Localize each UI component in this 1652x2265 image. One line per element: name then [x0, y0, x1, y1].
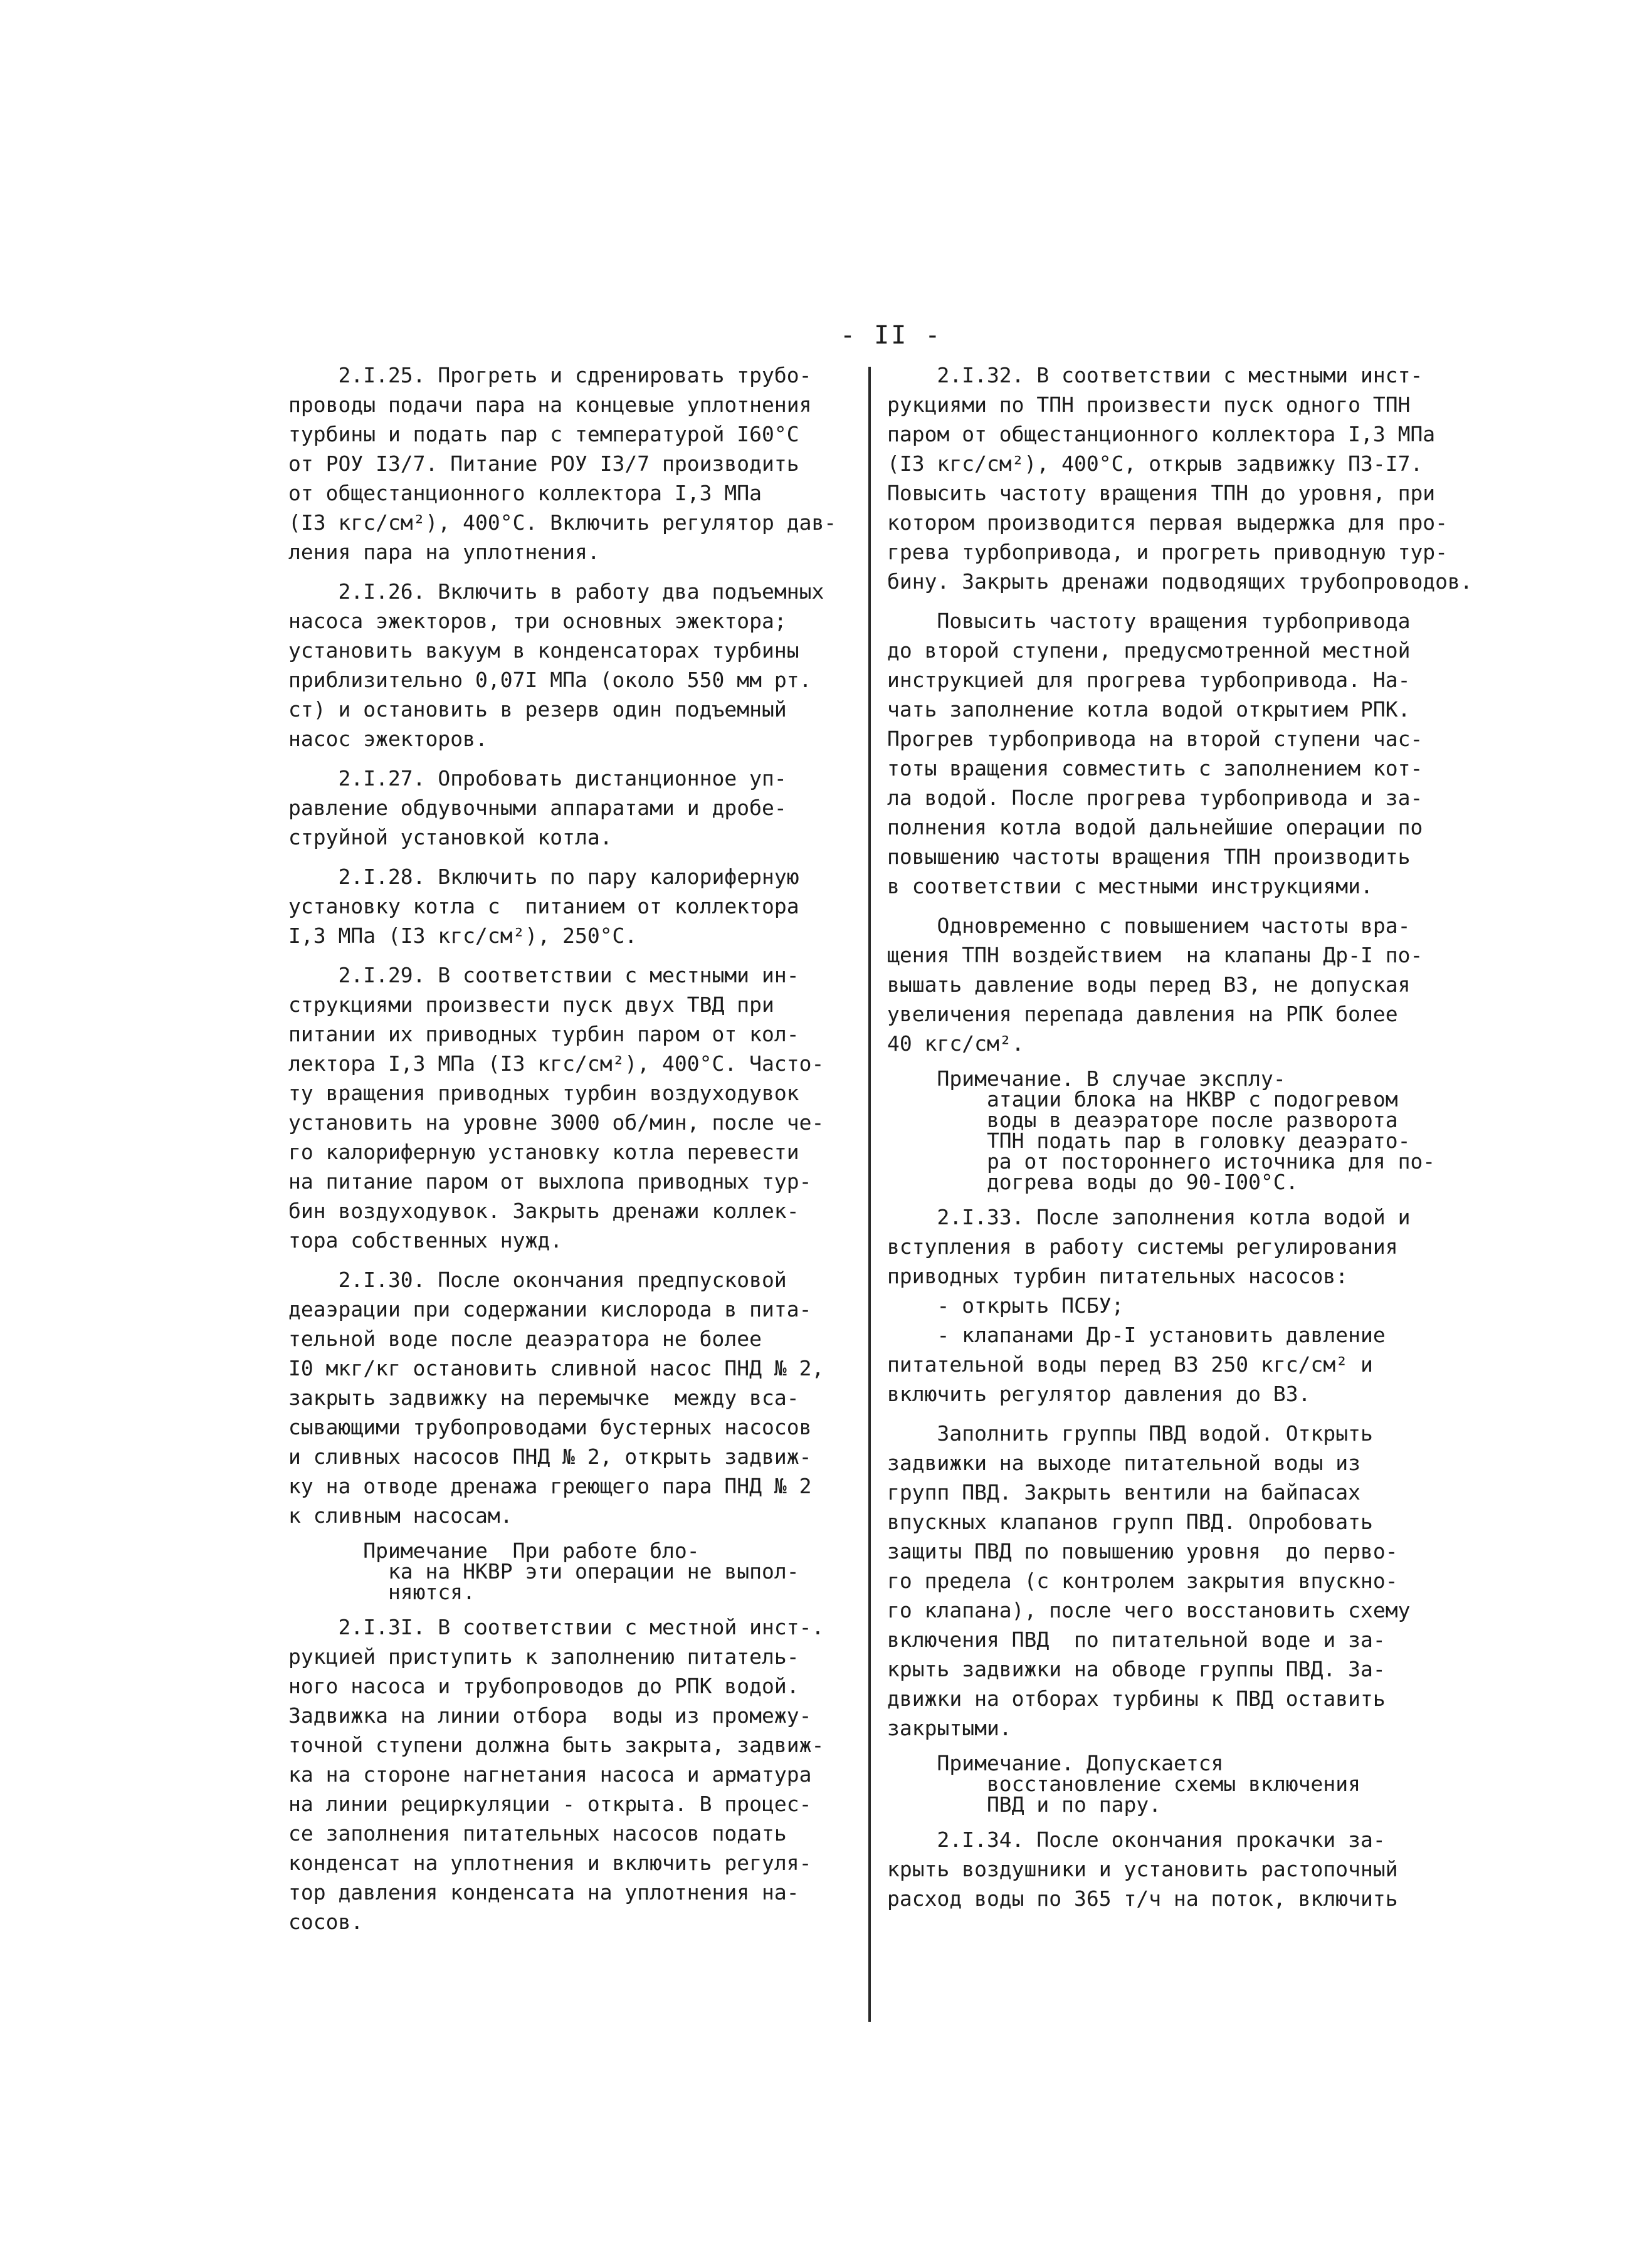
note-line: Примечание При работе бло- — [288, 1538, 700, 1563]
text-line: грева турбопривода, и прогреть приводную тур- — [887, 540, 1448, 564]
text-line: 2.I.32. В соответствии с местными инст- — [887, 363, 1423, 387]
text-line: включить регулятор давления до ВЗ. — [887, 1382, 1311, 1406]
text-line: ту вращения приводных турбин воздуходувок — [288, 1081, 799, 1105]
note-block — [288, 1540, 836, 1602]
note-line: ка на НКВР эти операции не выпол- — [288, 1559, 799, 1584]
text-line: котором производится первая выдержка для про- — [887, 510, 1448, 535]
text-line: ст) и остановить в резерв один подъемный — [288, 697, 787, 722]
text-line: тор давления конденсата на уплотнения на- — [288, 1880, 799, 1905]
text-line: I0 мкг/кг остановить сливной насос ПНД № 2, — [288, 1356, 824, 1380]
text-line: вступления в работу системы регулирования — [887, 1234, 1398, 1259]
text-line: тора собственных нужд. — [288, 1228, 563, 1253]
text-line: точной ступени должна быть закрыта, задвиж- — [288, 1733, 824, 1757]
paragraph — [887, 911, 1473, 1058]
paragraph — [288, 577, 836, 754]
text-line: го клапана), после чего восстановить схему — [887, 1598, 1411, 1622]
text-line: ка на стороне нагнетания насоса и арматура — [288, 1762, 812, 1787]
text-line: в соответствии с местными инструкциями. — [887, 874, 1373, 898]
paragraph — [288, 1612, 836, 1937]
text-line: ла водой. После прогрева турбопривода и за- — [887, 786, 1423, 810]
text-line: задвижки на выходе питательной воды из — [887, 1451, 1360, 1475]
text-line: тельной воде после деаэратора не более — [288, 1327, 762, 1351]
paragraph — [288, 960, 836, 1255]
text-line: рукцией приступить к заполнению питатель- — [288, 1644, 799, 1669]
paragraph — [288, 360, 836, 567]
text-line: струкциями произвести пуск двух ТВД при — [288, 992, 774, 1017]
text-line: сосов. — [288, 1910, 364, 1934]
text-line: го предела (с контролем закрытия впускно- — [887, 1569, 1398, 1593]
text-line: Одновременно с повышением частоты вра- — [887, 913, 1411, 938]
text-line: се заполнения питательных насосов подать — [288, 1821, 787, 1846]
paragraph-gap — [288, 1255, 836, 1265]
text-line: повышению частоты вращения ТПН производить — [887, 844, 1411, 869]
note-line: Примечание. В случае эксплу- — [887, 1066, 1286, 1091]
note-block — [887, 1068, 1473, 1192]
text-line: приблизительно 0,07I МПа (около 550 мм рт. — [288, 668, 812, 692]
text-line: на линии рециркуляции - открыта. В процес- — [288, 1792, 812, 1816]
text-line: защиты ПВД по повышению уровня до перво- — [887, 1539, 1398, 1563]
text-line: 2.I.34. После окончания прокачки за- — [887, 1827, 1386, 1852]
note-line: ТПН подать пар в головку деаэрато- — [887, 1128, 1411, 1153]
text-line: конденсат на уплотнения и включить регуля- — [288, 1851, 812, 1875]
text-line: увеличения перепада давления на РПК более — [887, 1002, 1398, 1026]
text-line: 40 кгс/см². — [887, 1031, 1024, 1056]
text-line: - открыть ПСБУ; — [887, 1293, 1124, 1318]
text-line: крыть задвижки на обводе группы ПВД. За- — [887, 1657, 1386, 1681]
text-line: 2.I.28. Включить по пару калориферную — [288, 864, 799, 889]
text-line: движки на отборах турбины к ПВД оставить — [887, 1686, 1386, 1711]
text-line: от РОУ I3/7. Питание РОУ I3/7 производить — [288, 451, 799, 476]
text-line: Задвижка на линии отбора воды из промежу- — [288, 1703, 812, 1728]
note-line: воды в деаэраторе после разворота — [887, 1108, 1398, 1132]
text-line: тоты вращения совместить с заполнением кот- — [887, 756, 1423, 780]
note-line: атации блока на НКВР с подогревом — [887, 1087, 1398, 1111]
text-line: бину. Закрыть дренажи подводящих трубопроводов. — [887, 569, 1473, 594]
text-line: включения ПВД по питательной воде и за- — [887, 1627, 1386, 1652]
text-line: закрыть задвижку на перемычке между вса- — [288, 1385, 799, 1410]
paragraph-gap — [288, 852, 836, 862]
paragraph — [887, 1419, 1473, 1743]
text-line: на питание паром от выхлопа приводных тур- — [288, 1169, 812, 1194]
text-line: впускных клапанов групп ПВД. Опробовать — [887, 1510, 1373, 1534]
paragraph — [288, 764, 836, 852]
paragraph — [288, 862, 836, 950]
text-line: 2.I.29. В соответствии с местными ин- — [288, 963, 799, 987]
text-line: 2.I.26. Включить в работу два подъемных — [288, 579, 824, 604]
text-line: щения ТПН воздействием на клапаны Др-I по- — [887, 943, 1423, 967]
text-line: лектора I,3 МПа (I3 кгс/см²), 400°С. Часто- — [288, 1051, 824, 1076]
note-block — [887, 1753, 1473, 1815]
column-divider — [868, 367, 871, 2022]
text-line: и сливных насосов ПНД № 2, открыть задвиж- — [288, 1444, 812, 1469]
text-line: деаэрации при содержании кислорода в пита- — [288, 1297, 812, 1322]
text-line: крыть воздушники и установить растопочный — [887, 1857, 1398, 1881]
text-line: 2.I.33. После заполнения котла водой и — [887, 1205, 1411, 1229]
text-line: турбины и подать пар с температурой I60°С — [288, 422, 799, 446]
text-line: приводных турбин питательных насосов: — [887, 1264, 1349, 1288]
paragraph-gap — [887, 1409, 1473, 1419]
paragraph — [887, 360, 1473, 596]
text-line: 2.I.3I. В соответствии с местной инст-. — [288, 1615, 824, 1639]
text-line: го калориферную установку котла перевести — [288, 1140, 799, 1164]
paragraph — [887, 606, 1473, 901]
text-line: 2.I.27. Опробовать дистанционное уп- — [288, 766, 787, 791]
text-line: питательной воды перед ВЗ 250 кгс/см² и — [887, 1352, 1373, 1377]
text-line: расход воды по 365 т/ч на поток, включить — [887, 1886, 1398, 1911]
note-line: ра от постороннего источника для по- — [887, 1149, 1436, 1174]
text-line: I,3 МПа (I3 кгс/см²), 250°С. — [288, 923, 638, 948]
page-number: - II - — [840, 321, 942, 350]
text-line: Прогрев турбопривода на второй ступени час- — [887, 727, 1423, 751]
text-line: вышать давление воды перед ВЗ, не допуская — [887, 972, 1411, 997]
text-line: 2.I.25. Прогреть и сдренировать трубо- — [288, 363, 812, 387]
text-line: Заполнить группы ПВД водой. Открыть — [887, 1421, 1373, 1446]
text-line: сывающими трубопроводами бустерных насосов — [288, 1415, 812, 1439]
text-line: полнения котла водой дальнейшие операции по — [887, 815, 1423, 839]
text-line: насос эжекторов. — [288, 727, 488, 751]
text-line: групп ПВД. Закрыть вентили на байпасах — [887, 1480, 1360, 1505]
paragraph-gap — [288, 950, 836, 960]
text-line: чать заполнение котла водой открытием РПК. — [887, 697, 1411, 722]
text-line: закрытыми. — [887, 1716, 1012, 1740]
text-line: рукциями по ТПН произвести пуск одного ТПН — [887, 392, 1411, 417]
text-line: (I3 кгс/см²), 400°С. Включить регулятор дав- — [288, 510, 837, 535]
text-line: установить на уровне 3000 об/мин, после че- — [288, 1110, 824, 1135]
text-line: установить вакуум в конденсаторах турбины — [288, 638, 799, 663]
text-line: ного насоса и трубопроводов до РПК водой. — [288, 1674, 799, 1698]
text-line: бин воздуходувок. Закрыть дренажи коллек- — [288, 1199, 799, 1223]
text-line: равление обдувочными аппаратами и дробе- — [288, 796, 787, 820]
text-line: Повысить частоту вращения ТПН до уровня, при — [887, 481, 1436, 505]
note-line: Примечание. Допускается — [887, 1751, 1224, 1775]
paragraph — [887, 1202, 1473, 1409]
note-line: догрева воды до 90-I00°С. — [887, 1170, 1298, 1194]
text-line: проводы подачи пара на концевые уплотнения — [288, 392, 812, 417]
text-line: паром от общестанционного коллектора I,3 МПа — [887, 422, 1436, 446]
right-column — [887, 360, 1473, 1913]
paragraph-gap — [288, 754, 836, 764]
note-line: восстановление схемы включения — [887, 1772, 1360, 1796]
text-line: струйной установкой котла. — [288, 825, 613, 849]
text-line: насоса эжекторов, три основных эжектора; — [288, 609, 787, 633]
text-line: к сливным насосам. — [288, 1503, 513, 1528]
text-line: от общестанционного коллектора I,3 МПа — [288, 481, 762, 505]
text-line: ку на отводе дренажа греющего пара ПНД № 2 — [288, 1474, 812, 1498]
text-line: инструкцией для прогрева турбопривода. На- — [887, 668, 1411, 692]
paragraph-gap — [887, 596, 1473, 606]
text-line: 2.I.30. После окончания предпусковой — [288, 1268, 787, 1292]
note-line: няются. — [288, 1580, 476, 1604]
text-line: - клапанами Др-I установить давление — [887, 1323, 1386, 1347]
paragraph-gap — [288, 567, 836, 577]
paragraph-gap — [887, 901, 1473, 911]
paragraph — [288, 1265, 836, 1530]
text-line: до второй ступени, предусмотренной местной — [887, 638, 1411, 663]
text-line: ления пара на уплотнения. — [288, 540, 600, 564]
text-line: питании их приводных турбин паром от кол- — [288, 1022, 799, 1046]
text-line: Повысить частоту вращения турбопривода — [887, 609, 1411, 633]
note-line: ПВД и по пару. — [887, 1792, 1162, 1817]
left-column — [288, 360, 836, 1937]
text-line: установку котла с питанием от коллектора — [288, 894, 799, 918]
text-line: (I3 кгс/см²), 400°С, открыв задвижку ПЗ-I7. — [887, 451, 1423, 476]
paragraph — [887, 1825, 1473, 1913]
